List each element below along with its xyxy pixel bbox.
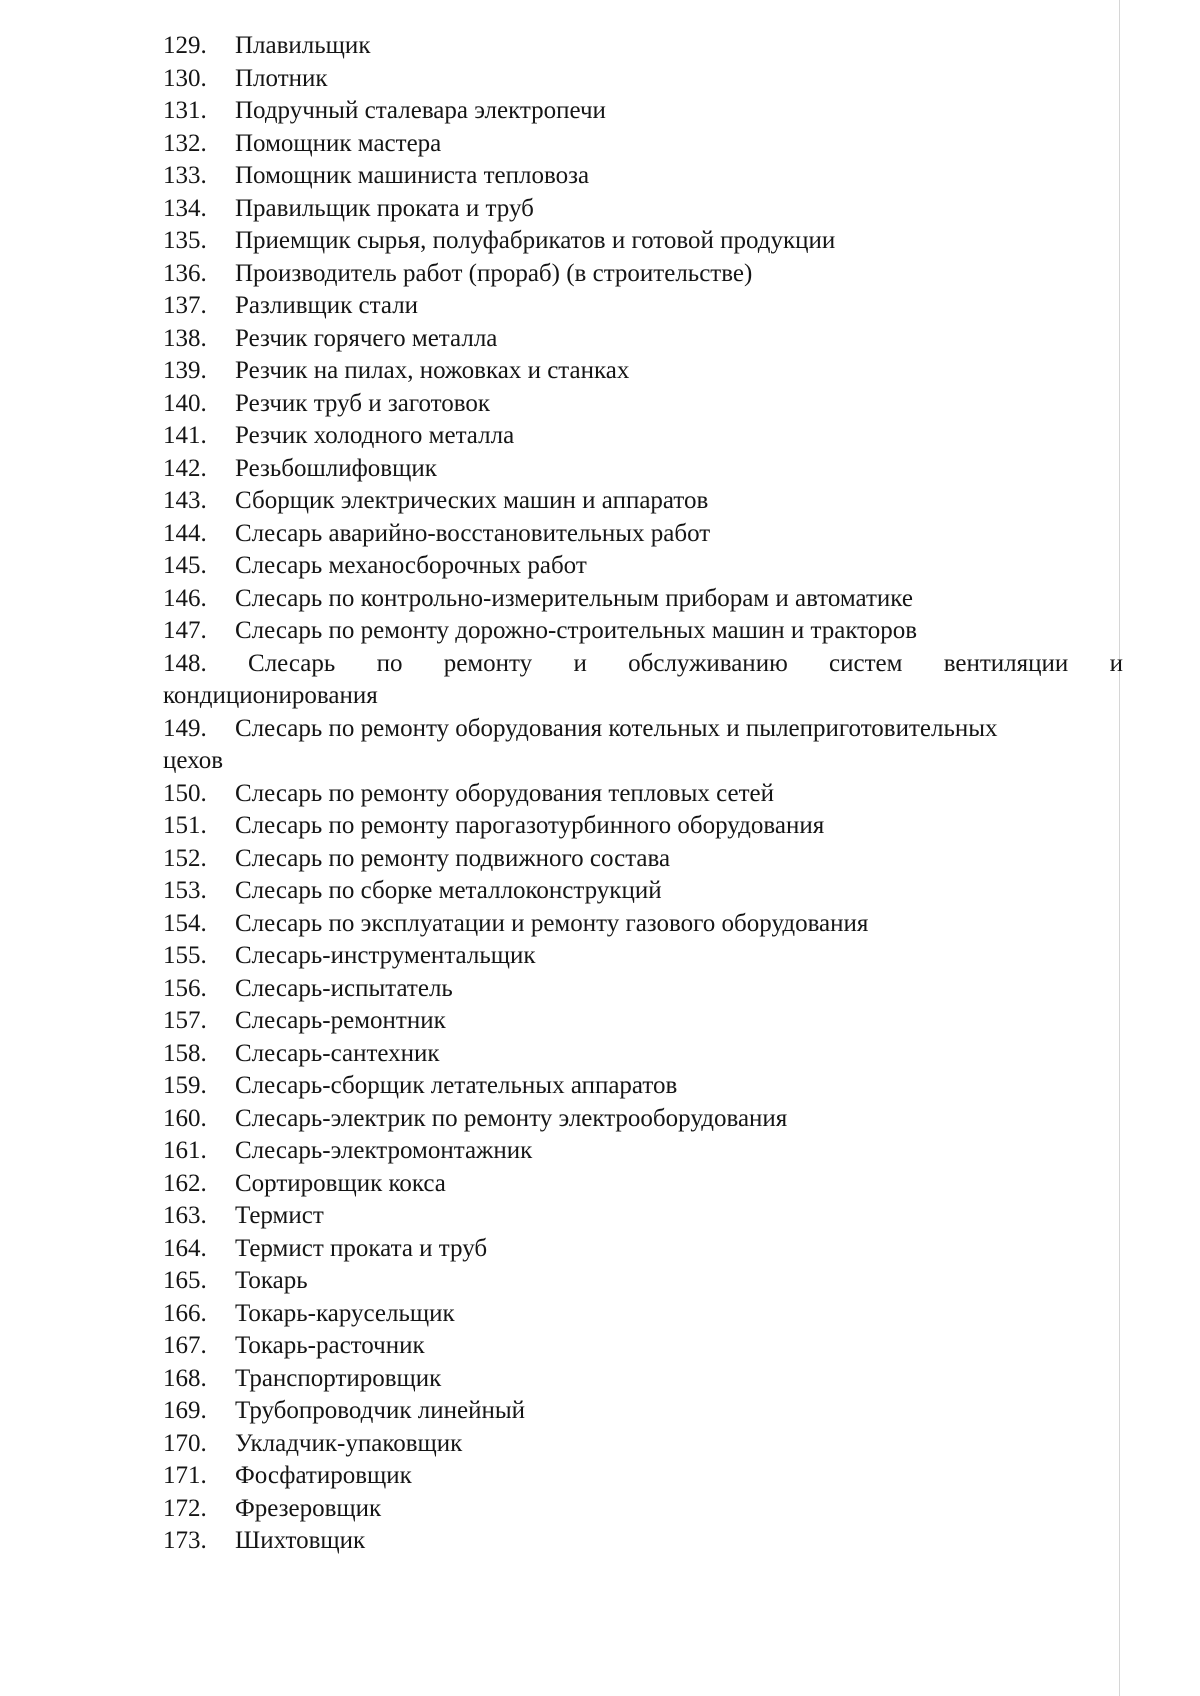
list-item bbox=[163, 1493, 1123, 1526]
list-item-text: Плотник bbox=[235, 64, 328, 92]
list-item-number: 134. bbox=[163, 194, 207, 222]
list-item bbox=[163, 1395, 1123, 1428]
list-item-text: Слесарь по ремонту подвижного состава bbox=[235, 844, 671, 872]
list-item-text: Фрезеровщик bbox=[235, 1494, 382, 1522]
list-item-number: 136. bbox=[163, 259, 207, 287]
list-item-text: Резчик на пилах, ножовках и станках bbox=[235, 357, 630, 384]
list-item-number: 164. bbox=[163, 1234, 207, 1262]
list-item-text: Термист проката и труб bbox=[235, 1234, 488, 1262]
list-item-number: 160. bbox=[163, 1104, 207, 1132]
list-item-text: Слесарь-сборщик летательных аппаратов bbox=[235, 1072, 678, 1099]
list-item-number: 144. bbox=[163, 519, 207, 547]
list-item bbox=[163, 875, 1123, 908]
list-item-number: 157. bbox=[163, 1007, 207, 1034]
list-item bbox=[163, 1233, 1123, 1266]
list-item-text: Укладчик-упаковщик bbox=[235, 1429, 463, 1457]
list-item-number: 152. bbox=[163, 844, 207, 872]
list-item bbox=[163, 843, 1123, 876]
list-item bbox=[163, 1460, 1123, 1493]
list-item-number: 154. bbox=[163, 909, 207, 937]
list-item-number: 169. bbox=[163, 1397, 207, 1424]
list-item-number: 148. bbox=[163, 649, 207, 677]
list-item bbox=[163, 1005, 1123, 1038]
list-item bbox=[163, 778, 1123, 811]
list-item bbox=[163, 1070, 1123, 1103]
list-item-number: 159. bbox=[163, 1072, 207, 1099]
list-item-text: Слесарь-инструментальщик bbox=[235, 942, 536, 969]
list-item-text: Токарь-расточник bbox=[235, 1332, 425, 1359]
list-item-number: 146. bbox=[163, 584, 207, 612]
list-item-number: 143. bbox=[163, 487, 207, 514]
list-item-text: Слесарь механосборочных работ bbox=[235, 552, 587, 579]
list-item-number: 141. bbox=[163, 422, 207, 449]
list-item-text: Слесарь аварийно-восстановительных работ bbox=[235, 519, 711, 547]
list-item-text: Слесарь по ремонту оборудования котельных и пылеприготовительных bbox=[235, 714, 998, 742]
list-item-text: Помощник мастера bbox=[235, 129, 442, 157]
list-item bbox=[163, 1038, 1123, 1071]
list-item-text: Производитель работ (прораб) (в строительстве) bbox=[235, 259, 753, 287]
list-item bbox=[163, 1363, 1123, 1396]
list-item-number: 172. bbox=[163, 1494, 207, 1522]
list-item-text: Транспортировщик bbox=[235, 1364, 442, 1392]
list-item-number: 161. bbox=[163, 1137, 207, 1164]
list-item bbox=[163, 388, 1123, 421]
list-item bbox=[163, 420, 1123, 453]
list-item-word: и bbox=[573, 649, 587, 677]
list-item bbox=[163, 1168, 1123, 1201]
list-item-text: Правильщик проката и труб bbox=[235, 194, 534, 222]
list-item-text: Токарь bbox=[235, 1267, 308, 1294]
list-item bbox=[163, 1525, 1123, 1558]
list-item-text: Приемщик сырья, полуфабрикатов и готовой продукции bbox=[235, 227, 836, 254]
list-item-number: 170. bbox=[163, 1429, 207, 1457]
list-item-text: Слесарь-ремонтник bbox=[235, 1007, 446, 1034]
list-item-number: 131. bbox=[163, 97, 207, 124]
list-item-number: 165. bbox=[163, 1267, 207, 1294]
list-item-text: Слесарь по ремонту парогазотурбинного оборудования bbox=[235, 812, 825, 839]
list-item-text: Слесарь по ремонту дорожно-строительных машин и тракторов bbox=[235, 617, 918, 644]
list-item-number: 129. bbox=[163, 32, 207, 59]
list-item bbox=[163, 1135, 1123, 1168]
list-item bbox=[163, 225, 1123, 258]
list-item-word: ремонту bbox=[443, 649, 533, 677]
list-item-number: 171. bbox=[163, 1462, 207, 1489]
list-item bbox=[163, 713, 1123, 778]
list-item-text: Слесарь-электрик по ремонту электрооборудования bbox=[235, 1104, 788, 1132]
list-item-number: 156. bbox=[163, 974, 207, 1002]
list-item-text: Слесарь по эксплуатации и ремонту газового оборудования bbox=[235, 909, 869, 937]
list-item-word: и bbox=[1109, 649, 1123, 677]
list-item bbox=[163, 1265, 1123, 1298]
list-item bbox=[163, 908, 1123, 941]
list-item bbox=[163, 973, 1123, 1006]
list-item-number: 150. bbox=[163, 779, 207, 807]
list-item-number: 155. bbox=[163, 942, 207, 969]
list-item-text: Слесарь-электромонтажник bbox=[235, 1137, 533, 1164]
list-item-word: обслуживанию bbox=[628, 649, 788, 677]
list-item-number: 163. bbox=[163, 1202, 207, 1229]
list-item-text: Слесарь по ремонту оборудования тепловых сетей bbox=[235, 779, 775, 807]
list-item-number: 149. bbox=[163, 714, 207, 742]
list-item-text: Резьбошлифовщик bbox=[235, 454, 437, 482]
list-item-text: Трубопроводчик линейный bbox=[235, 1397, 526, 1424]
list-item bbox=[163, 160, 1123, 193]
list-item-text: Сборщик электрических машин и аппаратов bbox=[235, 487, 709, 514]
list-item bbox=[163, 30, 1123, 63]
list-item bbox=[163, 290, 1123, 323]
list-item bbox=[163, 550, 1123, 583]
list-item-word: Слесарь bbox=[248, 649, 336, 677]
list-item bbox=[163, 1428, 1123, 1461]
list-item-continuation: цехов bbox=[163, 747, 223, 774]
list-item-number: 147. bbox=[163, 617, 207, 644]
list-item-number: 130. bbox=[163, 64, 207, 92]
list-item-continuation: кондиционирования bbox=[163, 682, 378, 709]
list-item-text: Разливщик стали bbox=[235, 292, 419, 319]
list-item bbox=[163, 1298, 1123, 1331]
list-item-text: Фосфатировщик bbox=[235, 1462, 412, 1489]
list-item-number: 132. bbox=[163, 129, 207, 157]
list-item-word: по bbox=[376, 649, 403, 677]
list-item-text: Плавильщик bbox=[235, 32, 371, 59]
list-item-number: 168. bbox=[163, 1364, 207, 1392]
profession-list bbox=[163, 30, 1123, 1558]
list-item-text: Резчик труб и заготовок bbox=[235, 389, 491, 417]
list-item bbox=[163, 258, 1123, 291]
list-item-word: систем bbox=[829, 649, 903, 677]
list-item-number: 158. bbox=[163, 1039, 207, 1067]
list-item bbox=[163, 648, 1123, 713]
list-item bbox=[163, 95, 1123, 128]
list-item bbox=[163, 1200, 1123, 1233]
list-item bbox=[163, 615, 1123, 648]
list-item-number: 153. bbox=[163, 877, 207, 904]
list-item-text: Токарь-карусельщик bbox=[235, 1299, 455, 1327]
list-item-number: 151. bbox=[163, 812, 207, 839]
list-item-number: 142. bbox=[163, 454, 207, 482]
list-item-number: 135. bbox=[163, 227, 207, 254]
list-item-number: 139. bbox=[163, 357, 207, 384]
list-item bbox=[163, 1330, 1123, 1363]
list-item-text: Слесарь-испытатель bbox=[235, 974, 453, 1002]
list-item-number: 173. bbox=[163, 1527, 207, 1554]
list-item bbox=[163, 193, 1123, 226]
list-item-number: 166. bbox=[163, 1299, 207, 1327]
list-item-text: Слесарь по контрольно-измерительным приборам и автоматике bbox=[235, 584, 913, 612]
list-item bbox=[163, 355, 1123, 388]
list-item-text: Сортировщик кокса bbox=[235, 1169, 446, 1197]
list-item bbox=[163, 63, 1123, 96]
list-item bbox=[163, 485, 1123, 518]
list-item bbox=[163, 518, 1123, 551]
list-item-number: 145. bbox=[163, 552, 207, 579]
list-item-text: Резчик горячего металла bbox=[235, 324, 498, 352]
list-item bbox=[163, 940, 1123, 973]
list-item-number: 133. bbox=[163, 162, 207, 189]
list-item-number: 138. bbox=[163, 324, 207, 352]
list-item-text: Подручный сталевара электропечи bbox=[235, 97, 606, 124]
list-item bbox=[163, 453, 1123, 486]
list-item-word: вентиляции bbox=[943, 649, 1069, 677]
list-item-number: 167. bbox=[163, 1332, 207, 1359]
list-item-number: 162. bbox=[163, 1169, 207, 1197]
list-item-text: Резчик холодного металла bbox=[235, 422, 515, 449]
list-item bbox=[163, 1103, 1123, 1136]
list-item-text: Помощник машиниста тепловоза bbox=[235, 162, 590, 189]
list-item bbox=[163, 128, 1123, 161]
list-item-text: Слесарь-сантехник bbox=[235, 1039, 440, 1067]
list-item bbox=[163, 323, 1123, 356]
list-item bbox=[163, 810, 1123, 843]
list-item-text: Термист bbox=[235, 1202, 324, 1229]
list-item-text: Шихтовщик bbox=[235, 1527, 366, 1554]
list-item-number: 137. bbox=[163, 292, 207, 319]
list-item-text: Слесарь по сборке металлоконструкций bbox=[235, 877, 662, 904]
list-item-number: 140. bbox=[163, 389, 207, 417]
list-item-first-line bbox=[163, 648, 1123, 681]
list-item bbox=[163, 583, 1123, 616]
